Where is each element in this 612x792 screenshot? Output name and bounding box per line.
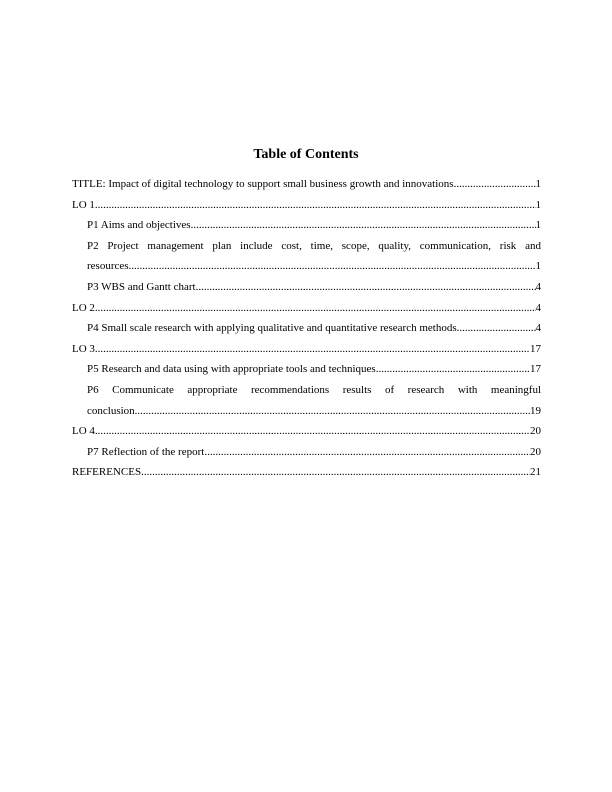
- toc-entry-page: 1: [535, 178, 541, 190]
- toc-entry-lo2[interactable]: [72, 298, 541, 319]
- toc-entry-page: 1: [535, 219, 541, 232]
- toc-entry-page: 17: [530, 363, 541, 376]
- toc-entry-text: P4 Small scale research with applying qualitative and quantitative research methods: [87, 322, 457, 335]
- toc-entry-page: 4: [535, 322, 541, 335]
- toc-entry-text: LO 3: [72, 342, 95, 355]
- toc-entry-lo1[interactable]: [72, 195, 541, 216]
- toc-entry-text-line1: P6 Communicate appropriate recommendations results of research with meaningful: [87, 383, 541, 396]
- toc-entry-p1[interactable]: [72, 215, 541, 236]
- toc-entry-page: 21: [530, 466, 541, 479]
- toc-entry-p7[interactable]: [72, 442, 541, 463]
- toc-entry-text: P7 Reflection of the report: [87, 445, 205, 458]
- toc-entry-title[interactable]: [72, 174, 541, 195]
- toc-entry-lo3[interactable]: [72, 339, 541, 360]
- toc-heading: Table of Contents: [253, 147, 359, 162]
- toc-entry-references[interactable]: [72, 462, 541, 483]
- toc-leader-dots: [95, 298, 536, 319]
- toc-leader-dots: [196, 277, 536, 298]
- toc-entry-text: resources: [87, 260, 129, 273]
- toc-entry-text: P1 Aims and objectives: [87, 219, 191, 232]
- toc-entry-page: 20: [530, 445, 541, 458]
- toc-leader-dots: [454, 174, 536, 195]
- toc-entry-page: 4: [535, 280, 541, 293]
- toc-entry-text: TITLE: Impact of digital technology to support small business growth and innovations: [72, 178, 454, 190]
- toc-leader-dots: [95, 195, 536, 216]
- table-of-contents: [72, 174, 541, 483]
- toc-entry-page: 20: [530, 425, 541, 438]
- toc-entry-text: LO 1: [72, 198, 95, 211]
- toc-leader-dots: [457, 318, 536, 339]
- toc-leader-dots: [95, 421, 530, 442]
- toc-entry-p5[interactable]: [72, 359, 541, 380]
- toc-entry-page: 19: [530, 404, 541, 417]
- toc-entry-p4[interactable]: [72, 318, 541, 339]
- toc-leader-dots: [191, 215, 536, 236]
- toc-entry-lo4[interactable]: [72, 421, 541, 442]
- toc-entry-p2[interactable]: [72, 236, 541, 277]
- toc-entry-line2: [87, 401, 541, 422]
- toc-leader-dots: [376, 359, 530, 380]
- toc-entry-text: P5 Research and data using with appropriate tools and techniques: [87, 363, 376, 376]
- toc-entry-text: LO 4: [72, 425, 95, 438]
- toc-entry-text: P3 WBS and Gantt chart: [87, 280, 196, 293]
- toc-entry-page: 17: [530, 342, 541, 355]
- toc-leader-dots: [135, 401, 530, 422]
- toc-entry-page: 1: [535, 198, 541, 211]
- toc-leader-dots: [129, 256, 536, 277]
- toc-entry-page: 1: [535, 260, 541, 273]
- toc-entry-line2: [87, 256, 541, 277]
- toc-entry-text: REFERENCES: [72, 466, 142, 479]
- toc-entry-page: 4: [535, 301, 541, 314]
- toc-leader-dots: [95, 339, 530, 360]
- toc-entry-p6[interactable]: [72, 380, 541, 421]
- toc-leader-dots: [204, 442, 530, 463]
- toc-leader-dots: [141, 462, 530, 483]
- toc-entry-text-line1: P2 Project management plan include cost, time, scope, quality, communication, risk and: [87, 239, 541, 252]
- toc-entry-text: conclusion: [87, 404, 135, 417]
- toc-entry-text: LO 2: [72, 301, 95, 314]
- toc-entry-p3[interactable]: [72, 277, 541, 298]
